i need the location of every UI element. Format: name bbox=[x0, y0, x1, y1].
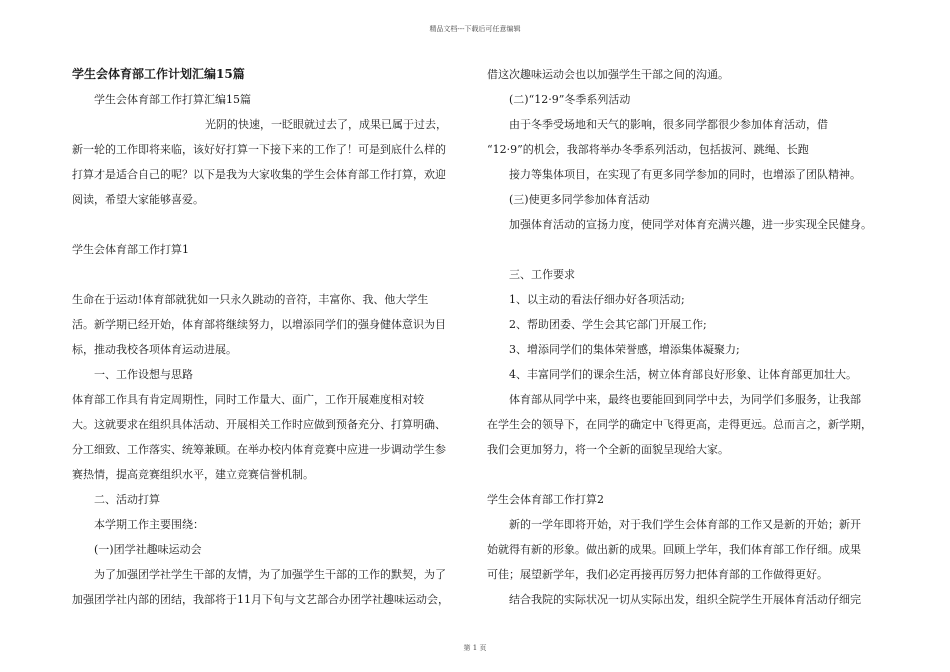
text-line: (三)使更多同学参加体育活动 bbox=[509, 193, 650, 206]
text-line: 分工细致、工作落实、统筹兼顾。在举办校内体育竞赛中应进一步调动学生参 bbox=[72, 443, 446, 456]
text-line: 打算才是适合自己的呢？以下是我为大家收集的学生会体育部工作打算，欢迎 bbox=[72, 168, 446, 181]
text-line: 加强体育活动的宣扬力度，使同学对体育充满兴趣，进一步实现全民健身。 bbox=[509, 218, 872, 231]
text-line: 三、工作要求 bbox=[509, 268, 575, 281]
text-line: 始就得有新的形象。做出新的成果。回顾上学年，我们体育部工作仔细。成果 bbox=[487, 543, 861, 556]
text-line: 本学期工作主要围绕： bbox=[94, 518, 204, 531]
text-line: 为了加强团学社学生干部的友情，为了加强学生干部的工作的默契，为了 bbox=[94, 568, 446, 581]
text-line: 活。新学期已经开始，体育部将继续努力，以增添同学们的强身健体意识为目 bbox=[72, 318, 446, 331]
text-line: 赛热情，提高竞赛组织水平，建立竞赛信誉机制。 bbox=[72, 468, 314, 481]
text-line: 在学生会的领导下，在同学的确定中飞得更高，走得更远。总而言之，新学期， bbox=[487, 418, 872, 431]
text-line: 3、增添同学们的集体荣誉感，增添集体凝聚力; bbox=[509, 343, 740, 356]
text-line: (一)团学社趣味运动会 bbox=[94, 543, 202, 556]
page-header: 精品文档---下载后可任意编辑 bbox=[429, 25, 521, 33]
text-line: 借这次趣味运动会也以加强学生干部之间的沟通。 bbox=[487, 68, 729, 81]
text-line: 接力等集体项目，在实现了有更多同学参加的同时，也增添了团队精神。 bbox=[509, 168, 861, 181]
text-line: 学生会体育部工作打算汇编15篇 bbox=[94, 93, 251, 106]
blank-line bbox=[487, 237, 887, 262]
text-line: 可佳；展望新学年，我们必定再接再厉努力把体育部的工作做得更好。 bbox=[487, 568, 828, 581]
text-line: 我们会更加努力，将一个全新的面貌呈现给大家。 bbox=[487, 443, 729, 456]
text-line: 由于冬季受场地和天气的影响，很多同学都很少参加体育活动，借 bbox=[509, 118, 828, 131]
right-column bbox=[487, 62, 887, 612]
text-line: (二)“12·9”冬季系列活动 bbox=[509, 93, 631, 106]
text-line: 1、以主动的看法仔细办好各项活动; bbox=[509, 293, 685, 306]
text-line: 2、帮助团委、学生会其它部门开展工作; bbox=[509, 318, 707, 331]
text-line: 二、活动打算 bbox=[94, 493, 160, 506]
text-line: 体育部工作具有肯定周期性，同时工作量大、面广，工作开展难度相对较 bbox=[72, 393, 424, 406]
blank-line bbox=[72, 262, 472, 287]
text-line: 学生会体育部工作打算2 bbox=[487, 493, 604, 506]
text-line: “12·9”的机会，我部将举办冬季系列活动，包括拔河、跳绳、长跑 bbox=[487, 143, 809, 156]
text-line: 一、工作设想与思路 bbox=[94, 368, 193, 381]
text-line: 新的一学年即将开始，对于我们学生会体育部的工作又是新的开始；新开 bbox=[509, 518, 861, 531]
blank-line bbox=[487, 462, 887, 487]
text-line: 生命在于运动!体育部就犹如一只永久跳动的音符，丰富你、我、他大学生 bbox=[72, 293, 429, 306]
text-line: 学生会体育部工作打算1 bbox=[72, 243, 189, 256]
document-title: 学生会体育部工作计划汇编15篇 bbox=[72, 67, 245, 81]
text-line: 阅读，希望大家能够喜爱。 bbox=[72, 193, 204, 206]
text-line: 光阴的快速，一眨眼就过去了，成果已属于过去， bbox=[205, 118, 447, 131]
text-line: 标，推动我校各项体育运动进展。 bbox=[72, 343, 237, 356]
text-line: 新一轮的工作即将来临，该好好打算一下接下来的工作了！可是到底什么样的 bbox=[72, 143, 446, 156]
text-line: 体育部从同学中来，最终也要能回到同学中去，为同学们多服务，让我部 bbox=[509, 393, 861, 406]
text-line: 加强团学社内部的团结，我部将于11月下旬与文艺部合办团学社趣味运动会， bbox=[72, 593, 449, 606]
text-line: 大。这就要求在组织具体活动、开展相关工作时应做到预备充分、打算明确、 bbox=[72, 418, 446, 431]
text-line: 结合我院的实际状况一切从实际出发，组织全院学生开展体育活动仔细完 bbox=[509, 593, 861, 606]
text-line: 4、丰富同学们的课余生活，树立体育部良好形象、让体育部更加壮大。 bbox=[509, 368, 857, 381]
blank-line bbox=[72, 212, 472, 237]
left-column bbox=[72, 62, 472, 612]
page-footer: 第 1 页 bbox=[463, 644, 487, 652]
